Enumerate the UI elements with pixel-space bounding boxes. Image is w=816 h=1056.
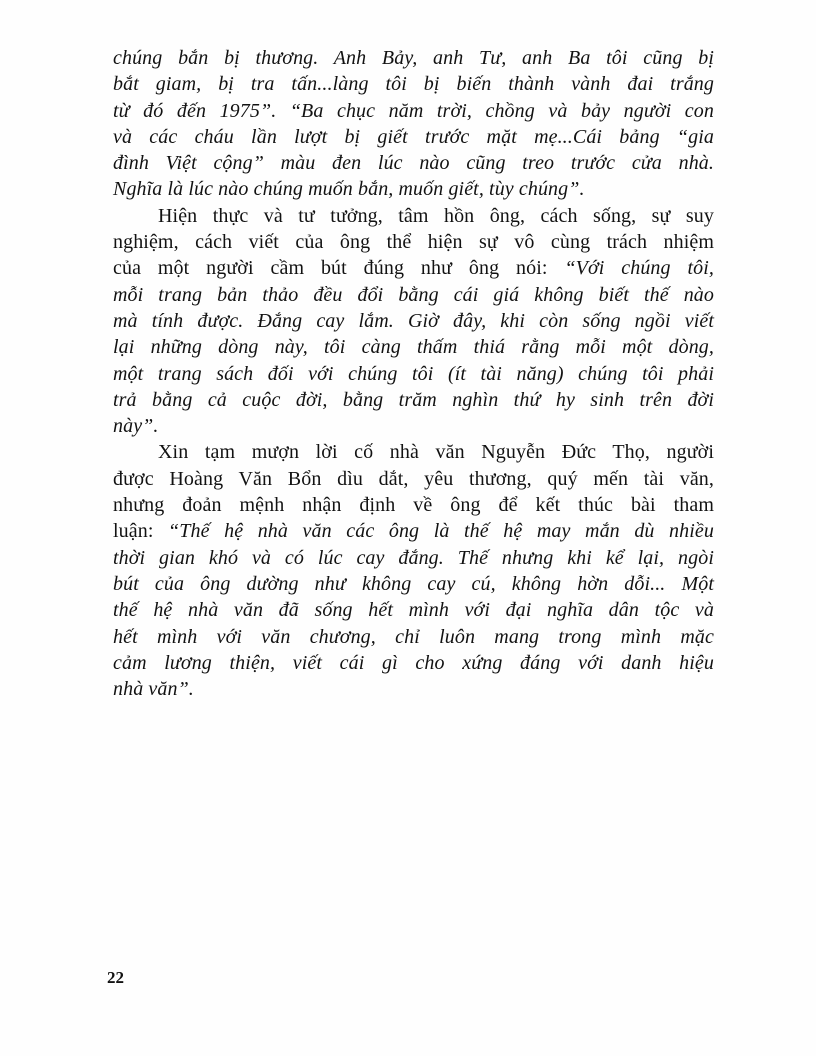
- text-line: [113, 203, 714, 229]
- text-segment: Hiện thực và tư tưởng, tâm hồn ông, cách sống, sự suy: [158, 204, 714, 227]
- text-segment-italic: bút của ông dường như không cay cú, không hờn dỗi... Một: [113, 572, 714, 595]
- text-line: [113, 308, 714, 334]
- text-line: [113, 45, 714, 71]
- paragraph-xin-tam-muon: [113, 439, 714, 702]
- text-block: [113, 45, 714, 702]
- text-line: [113, 650, 714, 676]
- text-segment-italic: “Với chúng tôi,: [564, 257, 715, 280]
- text-segment-italic: một trang sách đối với chúng tôi (ít tài năng) chúng tôi phải: [113, 362, 714, 385]
- text-line: [113, 176, 714, 202]
- text-segment-italic: thế hệ nhà văn đã sống hết mình với đại nghĩa dân tộc và: [113, 599, 714, 622]
- paragraph-hien-thuc: [113, 203, 714, 440]
- text-line: [113, 387, 714, 413]
- text-segment: được Hoàng Văn Bổn dìu dắt, yêu thương, quý mến tài văn,: [113, 467, 714, 490]
- text-segment-italic: Nghĩa là lúc nào chúng muốn bắn, muốn giết, tùy chúng”.: [113, 178, 585, 201]
- text-segment: nghiệm, cách viết của ông thể hiện sự vô cùng trách nhiệm: [113, 231, 714, 254]
- text-line: [113, 361, 714, 387]
- text-line: [113, 492, 714, 518]
- text-segment-italic: hết mình với văn chương, chỉ luôn mang trong mình mặc: [113, 625, 714, 648]
- text-line: [113, 255, 714, 281]
- text-line: [113, 413, 714, 439]
- text-segment-italic: từ đó đến 1975”. “Ba chục năm trời, chồng và bảy người con: [113, 99, 714, 122]
- page-number: 22: [107, 968, 124, 987]
- text-line: [113, 124, 714, 150]
- text-line: [113, 439, 714, 465]
- text-segment-italic: thời gian khó và có lúc cay đắng. Thế nhưng khi kể lại, ngòi: [113, 546, 714, 569]
- text-line: [113, 597, 714, 623]
- paragraph-quote-continuation: [113, 45, 714, 203]
- text-segment-italic: nhà văn”.: [113, 678, 194, 701]
- text-segment: Xin tạm mượn lời cố nhà văn Nguyễn Đức Thọ, người: [158, 441, 714, 464]
- text-segment-italic: mỗi trang bản thảo đều đổi bằng cái giá không biết thế nào: [113, 283, 714, 306]
- text-segment: nhưng đoản mệnh nhận định về ông để kết thúc bài tham: [113, 494, 714, 517]
- text-line: [113, 571, 714, 597]
- text-line: [113, 150, 714, 176]
- text-segment-italic: mà tính được. Đắng cay lắm. Giờ đây, khi còn sống ngồi viết: [113, 309, 714, 332]
- text-segment-italic: lại những dòng này, tôi càng thấm thiá rằng mỗi một dòng,: [113, 336, 714, 359]
- text-segment-italic: trả bằng cả cuộc đời, bằng trăm nghìn thứ hy sinh trên đời: [113, 388, 714, 411]
- text-line: [113, 676, 714, 702]
- text-line: [113, 334, 714, 360]
- text-segment: luận:: [113, 520, 169, 543]
- text-segment: của một người cầm bút đúng như ông nói:: [113, 257, 565, 280]
- text-line: [113, 545, 714, 571]
- text-line: [113, 229, 714, 255]
- text-segment-italic: cảm lương thiện, viết cái gì cho xứng đáng với danh hiệu: [113, 651, 714, 674]
- text-line: [113, 282, 714, 308]
- text-line: [113, 518, 714, 544]
- text-line: [113, 466, 714, 492]
- text-line: [113, 98, 714, 124]
- text-segment-italic: và các cháu lần lượt bị giết trước mặt mẹ...Cái bảng “gia: [113, 125, 714, 148]
- text-segment-italic: này”.: [113, 415, 159, 438]
- text-line: [113, 71, 714, 97]
- text-segment-italic: “Thế hệ nhà văn các ông là thế hệ may mắn dù nhiều: [168, 520, 714, 543]
- text-segment-italic: chúng bắn bị thương. Anh Bảy, anh Tư, anh Ba tôi cũng bị: [113, 47, 714, 69]
- text-segment-italic: đình Việt cộng” màu đen lúc nào cũng treo trước cửa nhà.: [113, 152, 714, 175]
- text-line: [113, 624, 714, 650]
- text-segment-italic: bắt giam, bị tra tấn...làng tôi bị biến thành vành đai trắng: [113, 73, 714, 96]
